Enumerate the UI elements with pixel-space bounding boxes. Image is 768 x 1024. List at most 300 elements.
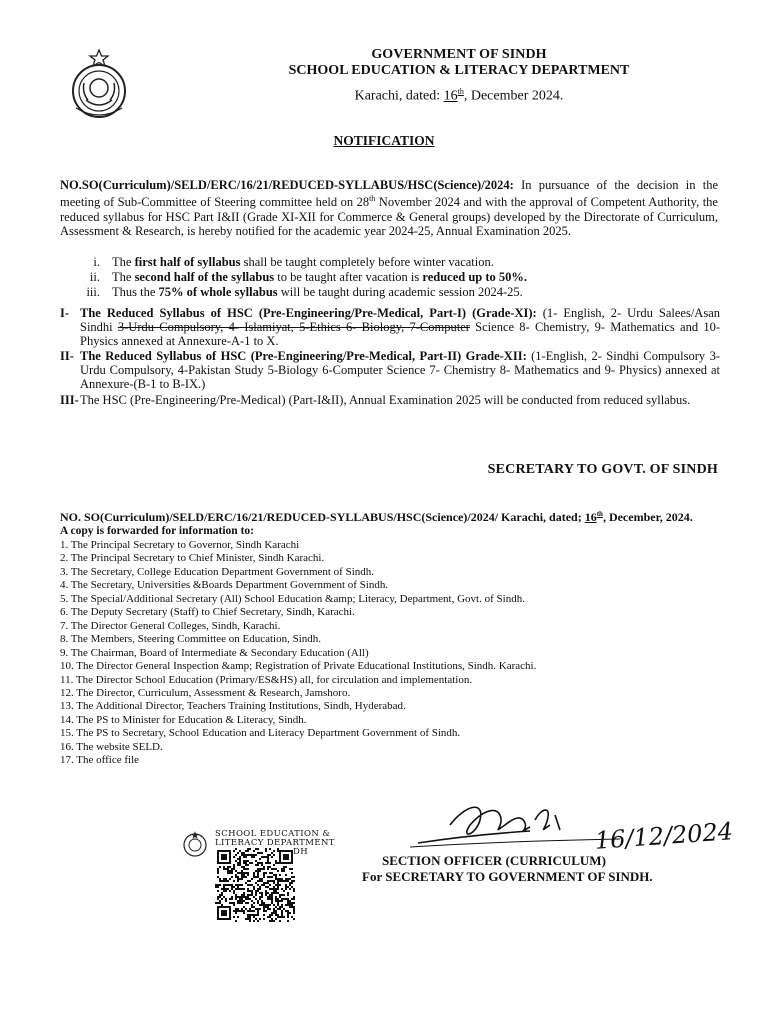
qr-module [239, 862, 241, 864]
copy-recipient-item: 14. The PS to Minister for Education & Literacy, Sindh. [60, 713, 307, 726]
qr-module [277, 882, 279, 884]
qr-module [231, 888, 233, 890]
copy-recipient-item: 9. The Chairman, Board of Intermediate & Secondary Education (All) [60, 646, 369, 659]
qr-module [235, 896, 237, 898]
qr-module [243, 852, 245, 854]
qr-module [289, 904, 291, 906]
qr-module [277, 886, 279, 888]
qr-module [243, 866, 245, 868]
qr-module [227, 888, 229, 890]
qr-module [243, 906, 245, 908]
qr-module [273, 904, 275, 906]
qr-module [253, 910, 255, 912]
qr-module [257, 870, 259, 872]
qr-module [241, 874, 243, 876]
qr-module [243, 854, 245, 856]
qr-module [241, 854, 243, 856]
small-seal-icon [182, 830, 208, 858]
qr-module [219, 880, 221, 882]
qr-module [277, 916, 279, 918]
qr-module [243, 912, 245, 914]
qr-module [251, 892, 253, 894]
qr-module [291, 906, 293, 908]
qr-module [223, 868, 225, 870]
qr-module [251, 878, 253, 880]
qr-module [231, 896, 233, 898]
qr-module [241, 888, 243, 890]
qr-module [259, 918, 261, 920]
qr-module [273, 908, 275, 910]
qr-module [237, 910, 239, 912]
qr-module [275, 898, 277, 900]
qr-module [283, 890, 285, 892]
qr-module [255, 894, 257, 896]
qr-module [257, 910, 259, 912]
header-date: Karachi, dated: 16th, December 2024. [354, 87, 564, 104]
qr-module [245, 868, 247, 870]
qr-module [279, 878, 281, 880]
qr-module [281, 868, 283, 870]
qr-module [273, 912, 275, 914]
qr-module [271, 912, 273, 914]
qr-module [227, 880, 229, 882]
qr-module [285, 888, 287, 890]
qr-module [285, 874, 287, 876]
qr-module [257, 888, 259, 890]
qr-module [283, 908, 285, 910]
qr-module [243, 892, 245, 894]
qr-module [257, 864, 259, 866]
qr-module [219, 900, 221, 902]
qr-module [257, 852, 259, 854]
qr-module [223, 878, 225, 880]
qr-module [217, 898, 219, 900]
qr-module [235, 894, 237, 896]
qr-module [261, 856, 263, 858]
qr-module [235, 870, 237, 872]
qr-module [249, 880, 251, 882]
qr-module [277, 884, 279, 886]
qr-module [231, 876, 233, 878]
qr-module [215, 886, 217, 888]
qr-module [281, 916, 283, 918]
qr-module [257, 876, 259, 878]
qr-module [239, 902, 241, 904]
qr-module [293, 888, 295, 890]
qr-module [293, 918, 295, 920]
qr-module [251, 894, 253, 896]
subpoint-ii: ii. The second half of the syllabus to be taught after vacation is reduced up to 50%. [89, 270, 528, 284]
qr-module [243, 900, 245, 902]
qr-module [277, 880, 279, 882]
qr-module [261, 878, 263, 880]
qr-module [239, 860, 241, 862]
qr-module [235, 912, 237, 914]
qr-module [239, 898, 241, 900]
qr-module [287, 904, 289, 906]
signature-date: 16/12/2024 [593, 817, 734, 855]
qr-module [233, 910, 235, 912]
qr-module [255, 876, 257, 878]
qr-module [269, 904, 271, 906]
qr-module [227, 872, 229, 874]
qr-module [263, 908, 265, 910]
qr-module [233, 916, 235, 918]
qr-module [281, 888, 283, 890]
qr-module [259, 868, 261, 870]
qr-module [245, 856, 247, 858]
qr-module [217, 872, 219, 874]
qr-module [229, 878, 231, 880]
qr-module [287, 886, 289, 888]
qr-module [261, 904, 263, 906]
qr-module [267, 856, 269, 858]
qr-module [229, 870, 231, 872]
qr-module [229, 898, 231, 900]
qr-module [273, 886, 275, 888]
qr-module [251, 910, 253, 912]
qr-module [251, 890, 253, 892]
qr-module [257, 872, 259, 874]
qr-module [287, 898, 289, 900]
qr-module [263, 910, 265, 912]
qr-module [259, 896, 261, 898]
qr-module [283, 898, 285, 900]
qr-module [241, 870, 243, 872]
qr-module [241, 902, 243, 904]
qr-module [235, 884, 237, 886]
qr-module [237, 908, 239, 910]
qr-module [271, 856, 273, 858]
qr-module [237, 886, 239, 888]
qr-module [287, 914, 289, 916]
qr-module [247, 884, 249, 886]
qr-module [217, 902, 219, 904]
qr-module [291, 902, 293, 904]
qr-module [269, 898, 271, 900]
qr-module [255, 918, 257, 920]
qr-module [269, 884, 271, 886]
section-officer-title: SECTION OFFICER (CURRICULUM) [382, 853, 606, 868]
qr-module [245, 902, 247, 904]
qr-module [267, 860, 269, 862]
qr-module [261, 852, 263, 854]
qr-module [293, 902, 295, 904]
qr-module [247, 896, 249, 898]
qr-module [265, 892, 267, 894]
qr-module [293, 890, 295, 892]
qr-module [283, 894, 285, 896]
qr-module [253, 886, 255, 888]
qr-module [261, 862, 263, 864]
qr-module [283, 866, 285, 868]
qr-module [235, 908, 237, 910]
qr-module [241, 866, 243, 868]
qr-module [293, 908, 295, 910]
qr-module [277, 902, 279, 904]
qr-module [275, 914, 277, 916]
qr-module [275, 874, 277, 876]
qr-module [229, 890, 231, 892]
qr-module [233, 856, 235, 858]
qr-module [247, 868, 249, 870]
qr-module [233, 864, 235, 866]
qr-module [273, 880, 275, 882]
qr-module [251, 854, 253, 856]
qr-module [259, 892, 261, 894]
qr-module [251, 906, 253, 908]
qr-module [247, 898, 249, 900]
qr-module [239, 910, 241, 912]
qr-module [237, 900, 239, 902]
qr-module [285, 898, 287, 900]
qr-module [231, 886, 233, 888]
qr-module [221, 854, 227, 860]
qr-module [247, 860, 249, 862]
qr-module [259, 870, 261, 872]
qr-module [241, 894, 243, 896]
qr-module [263, 866, 265, 868]
qr-module [285, 866, 287, 868]
qr-module [287, 902, 289, 904]
qr-module [293, 898, 295, 900]
qr-module [275, 900, 277, 902]
qr-module [253, 876, 255, 878]
qr-module [233, 886, 235, 888]
qr-module [277, 900, 279, 902]
qr-module [219, 866, 221, 868]
qr-module [237, 916, 239, 918]
qr-module [263, 856, 265, 858]
qr-module [289, 888, 291, 890]
qr-module [271, 900, 273, 902]
qr-module [261, 868, 263, 870]
qr-module [233, 902, 235, 904]
qr-module [229, 884, 231, 886]
qr-module [251, 900, 253, 902]
qr-module [291, 916, 293, 918]
qr-module [289, 868, 291, 870]
qr-module [243, 860, 245, 862]
qr-module [287, 892, 289, 894]
qr-module [287, 920, 289, 922]
qr-module [293, 912, 295, 914]
qr-module [237, 902, 239, 904]
qr-module [249, 918, 251, 920]
qr-module [277, 892, 279, 894]
qr-module [243, 872, 245, 874]
qr-module [265, 856, 267, 858]
qr-module [287, 880, 289, 882]
qr-module [269, 914, 271, 916]
qr-module [275, 896, 277, 898]
qr-module [277, 888, 279, 890]
secretary-signature-title: SECRETARY TO GOVT. OF SINDH [487, 462, 718, 477]
qr-module [231, 870, 233, 872]
qr-module [239, 884, 241, 886]
qr-module [239, 858, 241, 860]
qr-module [273, 882, 275, 884]
qr-module [259, 878, 261, 880]
qr-module [259, 904, 261, 906]
copy-recipient-item: 16. The website SELD. [60, 740, 163, 753]
qr-module [253, 872, 255, 874]
qr-module [281, 914, 283, 916]
qr-module [249, 910, 251, 912]
qr-module [237, 888, 239, 890]
header-government: GOVERNMENT OF SINDH [371, 47, 547, 62]
qr-module [245, 850, 247, 852]
qr-module [239, 900, 241, 902]
qr-module [285, 886, 287, 888]
qr-module [269, 916, 271, 918]
copy-recipient-item: 2. The Principal Secretary to Chief Minister, Sindh Karachi. [60, 552, 325, 565]
qr-module [217, 890, 219, 892]
qr-module [285, 904, 287, 906]
qr-module [245, 860, 247, 862]
qr-module [221, 904, 223, 906]
qr-module [271, 918, 273, 920]
qr-module [245, 872, 247, 874]
qr-module [293, 906, 295, 908]
qr-module [225, 884, 227, 886]
qr-module [277, 914, 279, 916]
qr-module [223, 866, 225, 868]
qr-module [269, 854, 271, 856]
qr-module [249, 854, 251, 856]
qr-module [243, 910, 245, 912]
qr-module [265, 886, 267, 888]
qr-module [227, 866, 229, 868]
qr-module [255, 860, 257, 862]
qr-module [271, 852, 273, 854]
qr-module [271, 880, 273, 882]
qr-module [273, 890, 275, 892]
qr-module [277, 908, 279, 910]
qr-module [277, 904, 279, 906]
qr-module [283, 868, 285, 870]
qr-module [281, 880, 283, 882]
copy-recipient-item: 12. The Director, Curriculum, Assessment & Research, Jamshoro. [60, 686, 351, 699]
qr-module [289, 884, 291, 886]
qr-module [265, 848, 267, 850]
qr-module [253, 896, 255, 898]
qr-module [249, 916, 251, 918]
qr-module [241, 908, 243, 910]
qr-module [267, 866, 269, 868]
qr-module [253, 914, 255, 916]
qr-module [275, 892, 277, 894]
qr-module [227, 868, 229, 870]
qr-module [289, 906, 291, 908]
qr-module [287, 916, 289, 918]
qr-module [225, 898, 227, 900]
qr-module [239, 888, 241, 890]
notification-title: NOTIFICATION [333, 133, 435, 148]
qr-module [247, 848, 249, 850]
qr-module [291, 880, 293, 882]
qr-module [255, 848, 257, 850]
qr-module [227, 870, 229, 872]
qr-module [249, 848, 251, 850]
qr-module [221, 898, 223, 900]
copy-recipient-item: 6. The Deputy Secretary (Staff) to Chief Secretary, Sindh, Karachi. [60, 606, 355, 619]
qr-module [271, 872, 273, 874]
qr-module [253, 916, 255, 918]
qr-module [277, 898, 279, 900]
qr-module [281, 878, 283, 880]
qr-module [235, 860, 237, 862]
qr-module [291, 876, 293, 878]
subpoint-iii: iii. Thus the 75% of whole syllabus will be taught during academic session 2024-25. [86, 285, 523, 299]
qr-module [233, 890, 235, 892]
qr-module [253, 888, 255, 890]
qr-module [291, 882, 293, 884]
qr-module [261, 900, 263, 902]
qr-module [269, 920, 271, 922]
qr-module [253, 906, 255, 908]
section-ii: II- The Reduced Syllabus of HSC (Pre-Engineering/Pre-Medical, Part-II) Grade-XII: (1-English, 2- Sindhi Compulsory 3-Urdu Compulsory, 4-Pakistan Study 5-Biology 6-Computer Science 7- Chemistry 8- Mathematics and 9- Physics) annexed at Annexure-(B-1 to B-IX.) [60, 349, 720, 391]
qr-module [291, 898, 293, 900]
copy-recipient-item: 17. The office file [60, 754, 140, 767]
qr-module [219, 878, 221, 880]
qr-module [243, 868, 245, 870]
qr-module [293, 876, 295, 878]
copy-recipient-item: 8. The Members, Steering Committee on Education, Sindh. [60, 633, 322, 646]
qr-module [271, 898, 273, 900]
qr-module [251, 862, 253, 864]
qr-module [269, 908, 271, 910]
qr-module [281, 910, 283, 912]
qr-module [265, 862, 267, 864]
section-i: I- The Reduced Syllabus of HSC (Pre-Engineering/Pre-Medical, Part-I) (Grade-XI): (1- English, 2- Urdu Salees/Asan Sindhi 3-Urdu Compulsory, 4- Islamiyat, 5-Ethics 6- Biology, 7-Computer Science 8- Chemistry, 9- Mathematics and 10- Physics annexed at Annexure-A-1 to X. [60, 306, 720, 348]
qr-module [281, 904, 283, 906]
qr-module [247, 916, 249, 918]
copy-recipient-item: 3. The Secretary, College Education Department Government of Sindh. [60, 565, 375, 578]
qr-module [263, 904, 265, 906]
qr-module [221, 894, 223, 896]
qr-module [271, 896, 273, 898]
copy-recipient-item: 13. The Additional Director, Teachers Training Institutions, Sindh, Hyderabad. [60, 700, 406, 713]
qr-module [243, 862, 245, 864]
qr-module [273, 850, 275, 852]
qr-module [289, 912, 291, 914]
qr-module [221, 892, 223, 894]
copy-recipient-item: 7. The Director General Colleges, Sindh, Karachi. [60, 619, 281, 632]
qr-module [293, 880, 295, 882]
qr-module [249, 914, 251, 916]
qr-module [257, 862, 259, 864]
qr-module [229, 902, 231, 904]
qr-module [235, 854, 237, 856]
qr-module [231, 884, 233, 886]
qr-module [249, 890, 251, 892]
qr-module [249, 894, 251, 896]
qr-module [217, 896, 219, 898]
qr-module [287, 912, 289, 914]
qr-module [263, 918, 265, 920]
qr-module [279, 880, 281, 882]
qr-module [241, 852, 243, 854]
qr-module [265, 882, 267, 884]
qr-module [267, 858, 269, 860]
qr-module [217, 884, 219, 886]
qr-module [255, 892, 257, 894]
qr-module [273, 888, 275, 890]
qr-module [255, 854, 257, 856]
qr-module [267, 876, 269, 878]
qr-module [279, 894, 281, 896]
